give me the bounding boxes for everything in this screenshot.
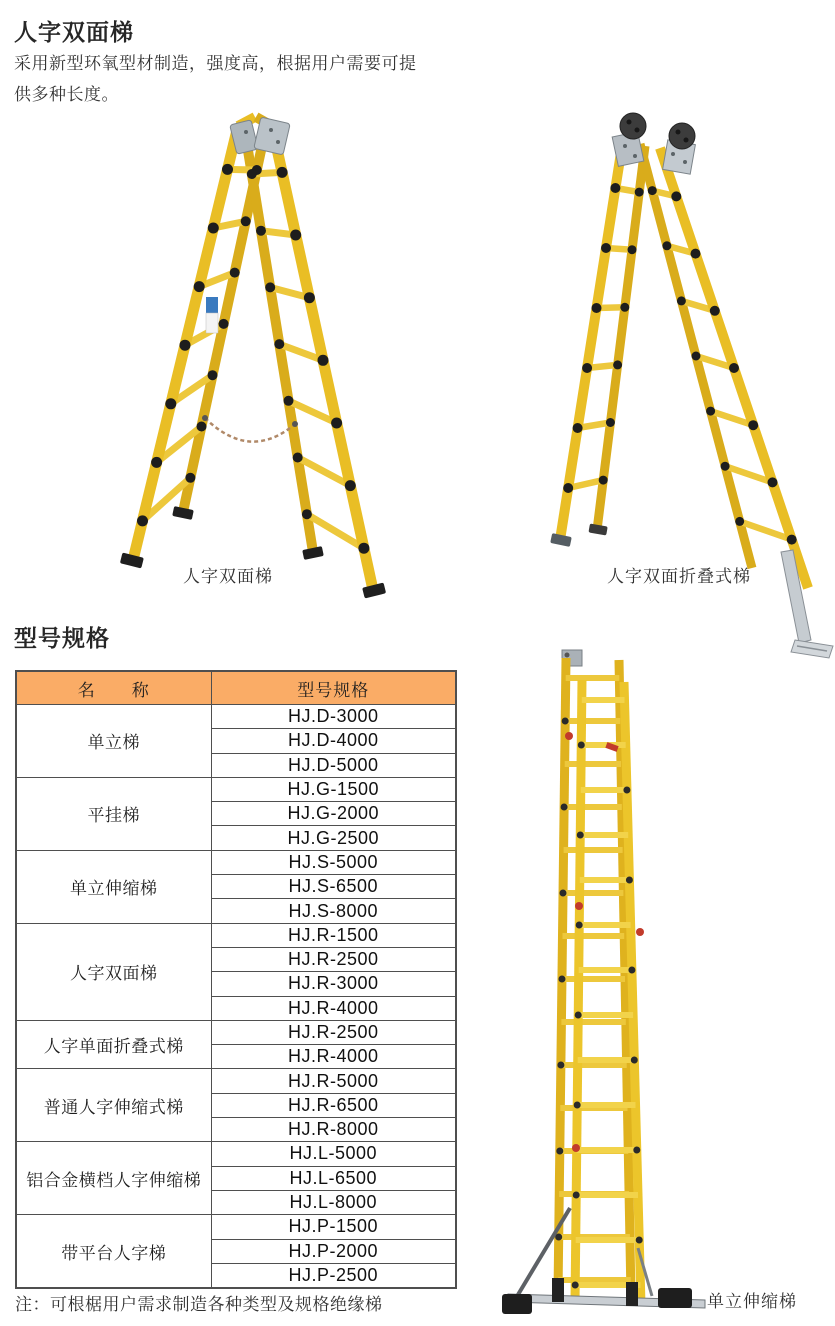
product-name-cell: 普通人字伸缩式梯 [16, 1069, 211, 1142]
spec-header-row [16, 671, 456, 705]
model-cell: HJ.P-2500 [211, 1263, 456, 1288]
folding-hinges [612, 113, 695, 174]
model-cell: HJ.S-6500 [211, 875, 456, 899]
product-name-cell: 单立伸缩梯 [16, 850, 211, 923]
description-line-2: 供多种长度。 [14, 85, 119, 104]
stabilizer-base [502, 1208, 705, 1314]
model-cell: HJ.R-6500 [211, 1093, 456, 1117]
model-cell: HJ.R-1500 [211, 923, 456, 947]
product-name-cell: 人字单面折叠式梯 [16, 1020, 211, 1069]
spec-row [16, 1142, 456, 1166]
model-cell: HJ.R-2500 [211, 1020, 456, 1044]
model-cell: HJ.R-4000 [211, 996, 456, 1020]
model-cell: HJ.P-2000 [211, 1239, 456, 1263]
spec-table [15, 670, 457, 1289]
spec-section-heading: 型号规格 [14, 625, 110, 651]
spec-row [16, 1020, 456, 1044]
brand-sticker [206, 297, 218, 333]
double-sided-ladder-image [105, 112, 405, 604]
page-title: 人字双面梯 [14, 19, 134, 45]
leg-extension [781, 550, 833, 658]
model-cell: HJ.R-8000 [211, 1118, 456, 1142]
product-name-cell: 人字双面梯 [16, 923, 211, 1020]
model-cell: HJ.G-2500 [211, 826, 456, 850]
product-name-cell: 铝合金横档人字伸缩梯 [16, 1142, 211, 1215]
extension-ladder-caption: 单立伸缩梯 [707, 1292, 797, 1311]
safety-chain [205, 418, 295, 442]
model-cell: HJ.L-5000 [211, 1142, 456, 1166]
model-cell: HJ.S-5000 [211, 850, 456, 874]
spec-row [16, 923, 456, 947]
extension-ladder-image [500, 648, 730, 1318]
double-sided-ladder-figure [105, 112, 405, 604]
model-cell: HJ.L-6500 [211, 1166, 456, 1190]
model-column-header: 型号规格 [211, 671, 456, 705]
model-cell: HJ.R-5000 [211, 1069, 456, 1093]
model-cell: HJ.G-1500 [211, 777, 456, 801]
description-line-1: 采用新型环氧型材制造，强度高，根据用户需要可提 [14, 54, 417, 73]
spec-row [16, 777, 456, 801]
model-cell: HJ.P-1500 [211, 1215, 456, 1239]
model-cell: HJ.D-5000 [211, 753, 456, 777]
extension-ladder-figure [500, 648, 730, 1318]
spec-row [16, 1069, 456, 1093]
spec-row [16, 850, 456, 874]
product-description [14, 48, 464, 110]
folding-ladder-caption: 人字双面折叠式梯 [607, 567, 751, 586]
table-note: 注：可根椐用户需求制造各种类型及规格绝缘梯 [15, 1295, 383, 1314]
top-hinge-plate [230, 117, 291, 155]
name-column-header: 名 称 [16, 671, 211, 705]
product-name-cell: 单立梯 [16, 705, 211, 778]
spec-row [16, 705, 456, 729]
product-name-cell: 带平台人字梯 [16, 1215, 211, 1288]
product-name-cell: 平挂梯 [16, 777, 211, 850]
double-sided-ladder-caption: 人字双面梯 [183, 567, 273, 586]
model-cell: HJ.R-4000 [211, 1045, 456, 1069]
model-cell: HJ.D-3000 [211, 705, 456, 729]
model-cell: HJ.G-2000 [211, 802, 456, 826]
model-cell: HJ.R-3000 [211, 972, 456, 996]
model-cell: HJ.D-4000 [211, 729, 456, 753]
model-cell: HJ.R-2500 [211, 947, 456, 971]
model-cell: HJ.L-8000 [211, 1190, 456, 1214]
spec-row [16, 1215, 456, 1239]
model-cell: HJ.S-8000 [211, 899, 456, 923]
